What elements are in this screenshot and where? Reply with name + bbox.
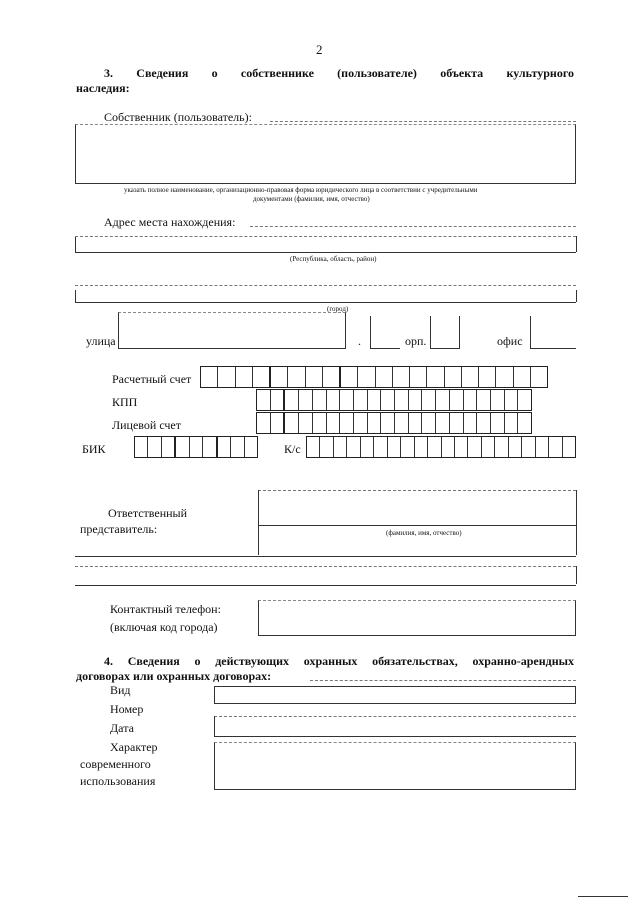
rep-hint: (фамилия, имя, отчество) [386,529,462,537]
type-label: Вид [110,683,131,697]
owner-label: Собственник (пользователь): [104,110,252,124]
address-label: Адрес места нахождения: [104,215,236,229]
section3-title: 3. Сведения о собственнике (пользователе) объекта культурного [104,66,574,80]
rep-extra-input[interactable] [77,567,574,583]
bik-cells[interactable] [134,436,258,458]
usage-label-cont: современного [80,757,151,771]
rep-label-cont: представитель: [80,522,158,536]
region-input[interactable] [78,237,573,251]
phone-input[interactable] [260,604,574,634]
type-input[interactable] [216,688,574,702]
house-input[interactable] [372,320,398,346]
street-dot: . [358,334,361,348]
number-input[interactable] [216,704,574,718]
page-number: 2 [316,42,323,57]
section4-title-cont: договорах или охранных договорах: [76,669,272,683]
rep-label: Ответственный [108,506,188,520]
phone-label: Контактный телефон: [110,602,221,616]
account-label: Расчетный счет [112,372,192,386]
owner-hint: указать полное наименование, организационно-правовая форма юридического лица в соответствии с учредительными [124,186,478,194]
owner-input[interactable] [77,130,574,180]
personal-account-cells[interactable] [256,412,532,434]
street-label: улица [86,334,116,348]
bik-label: БИК [82,442,106,456]
number-label: Номер [110,702,144,716]
personal-account-label: Лицевой счет [112,418,182,432]
city-hint: (город) [327,305,349,313]
office-label: офис [497,334,523,348]
office-input[interactable] [532,320,574,346]
section3-title-cont: наследия: [76,81,130,95]
section4-title: 4. Сведения о действующих охранных обязательствах, охранно-арендных [104,654,574,668]
building-input[interactable] [432,320,458,346]
date-input[interactable] [216,720,574,734]
usage-label-cont2: использования [80,774,156,788]
account-cells[interactable] [200,366,548,388]
kpp-label: КПП [112,395,138,409]
rep-input[interactable] [261,495,573,523]
owner-hint-cont: документами (фамилия, имя, отчество) [253,195,370,203]
ks-cells[interactable] [306,436,576,458]
footer-line [578,896,628,897]
usage-label: Характер [110,740,158,754]
street-input[interactable] [120,320,344,346]
kpp-cells[interactable] [256,389,532,411]
city-input[interactable] [78,288,573,302]
usage-input[interactable] [216,746,574,786]
region-hint: (Республика, область, район) [290,255,377,263]
phone-label-cont: (включая код города) [110,620,218,634]
building-label: орп. [405,334,427,348]
date-label: Дата [110,721,134,735]
ks-label: К/с [284,442,301,456]
